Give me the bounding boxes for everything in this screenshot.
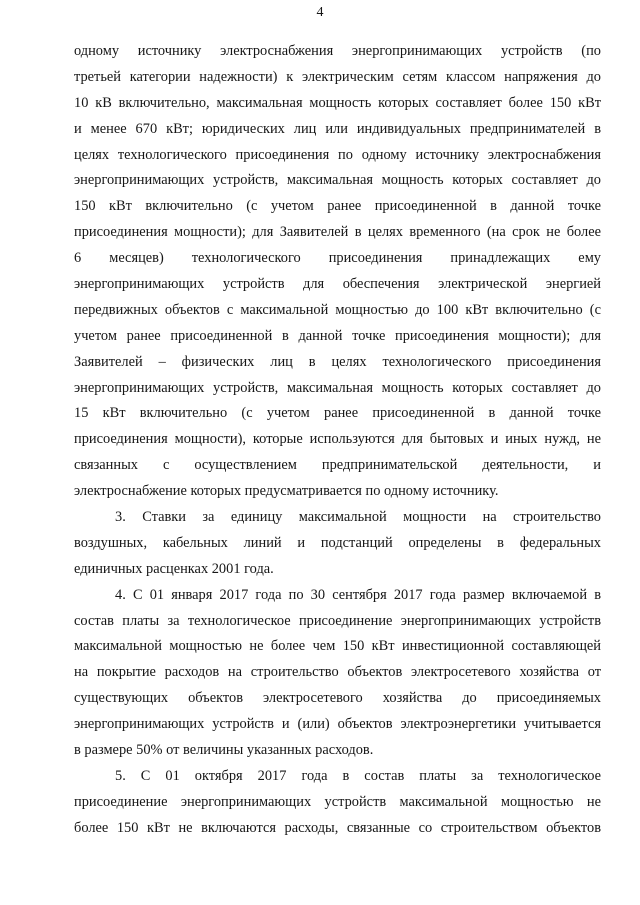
text-line: 6 месяцев) технологического присоединения принадлежащих ему (74, 250, 601, 267)
text-line: третьей категории надежности) к электрическим сетям классом напряжения до (74, 68, 601, 85)
document-body (74, 39, 601, 842)
text-line: Заявителей – физических лиц в целях технологического присоединения (74, 353, 601, 370)
text-line: передвижных объектов с максимальной мощностью до 100 кВт включительно (с (74, 301, 601, 318)
text-line: связанных с осуществлением предпринимательской деятельности, и (74, 457, 601, 474)
text-line: энергопринимающих устройств, максимальная мощность которых составляет до (74, 172, 601, 189)
text-line: энергопринимающих устройств для обеспечения электрической энергией (74, 276, 601, 293)
text-line: на покрытие расходов на строительство объектов электросетевого хозяйства от (74, 664, 601, 681)
page-number: 4 (316, 5, 324, 20)
text-line: более 150 кВт не включаются расходы, связанные со строительством объектов (74, 819, 601, 836)
text-line: энергопринимающих устройств, максимальная мощность которых составляет до (74, 379, 601, 396)
text-line: учетом ранее присоединенной в данной точке присоединения мощности); для (74, 327, 601, 344)
text-line: энергопринимающих устройств и (или) объектов электроэнергетики учитывается (74, 716, 601, 733)
text-line: 10 кВ включительно, максимальная мощность которых составляет более 150 кВт (74, 94, 601, 111)
text-line: электроснабжение которых предусматривается по одному источнику. (74, 483, 499, 500)
text-line: присоединения мощности); для Заявителей в целях временного (на срок не более (74, 224, 601, 241)
text-line: 150 кВт включительно (с учетом ранее присоединенной в данной точке (74, 198, 601, 215)
text-line: одному источнику электроснабжения энергопринимающих устройств (по (74, 43, 601, 59)
text-line: присоединение энергопринимающих устройств максимальной мощностью не (74, 793, 601, 810)
paragraph-5-line: 5. С 01 октября 2017 года в состав платы за технологическое (115, 767, 601, 784)
text-line: и менее 670 кВт; юридических лиц или индивидуальных предпринимателей в (74, 120, 601, 137)
text-line: целях технологического присоединения по одному источнику электроснабжения (74, 146, 601, 163)
paragraph-4-line: 4. С 01 января 2017 года по 30 сентября 2017 года размер включаемой в (115, 586, 601, 603)
text-line: присоединения мощности), которые используются для бытовых и иных нужд, не (74, 431, 601, 448)
paragraph-3-line: 3. Ставки за единицу максимальной мощности на строительство (115, 509, 601, 526)
text-line: 15 кВт включительно (с учетом ранее присоединенной в данной точке (74, 405, 601, 422)
text-line: максимальной мощностью не более чем 150 кВт инвестиционной составляющей (74, 638, 601, 655)
text-line: единичных расценках 2001 года. (74, 560, 274, 577)
text-line: воздушных, кабельных линий и подстанций определены в федеральных (74, 534, 601, 551)
text-line: в размере 50% от величины указанных расходов. (74, 742, 374, 759)
text-line: существующих объектов электросетевого хозяйства до присоединяемых (74, 690, 601, 707)
text-line: состав платы за технологическое присоединение энергопринимающих устройств (74, 612, 601, 629)
